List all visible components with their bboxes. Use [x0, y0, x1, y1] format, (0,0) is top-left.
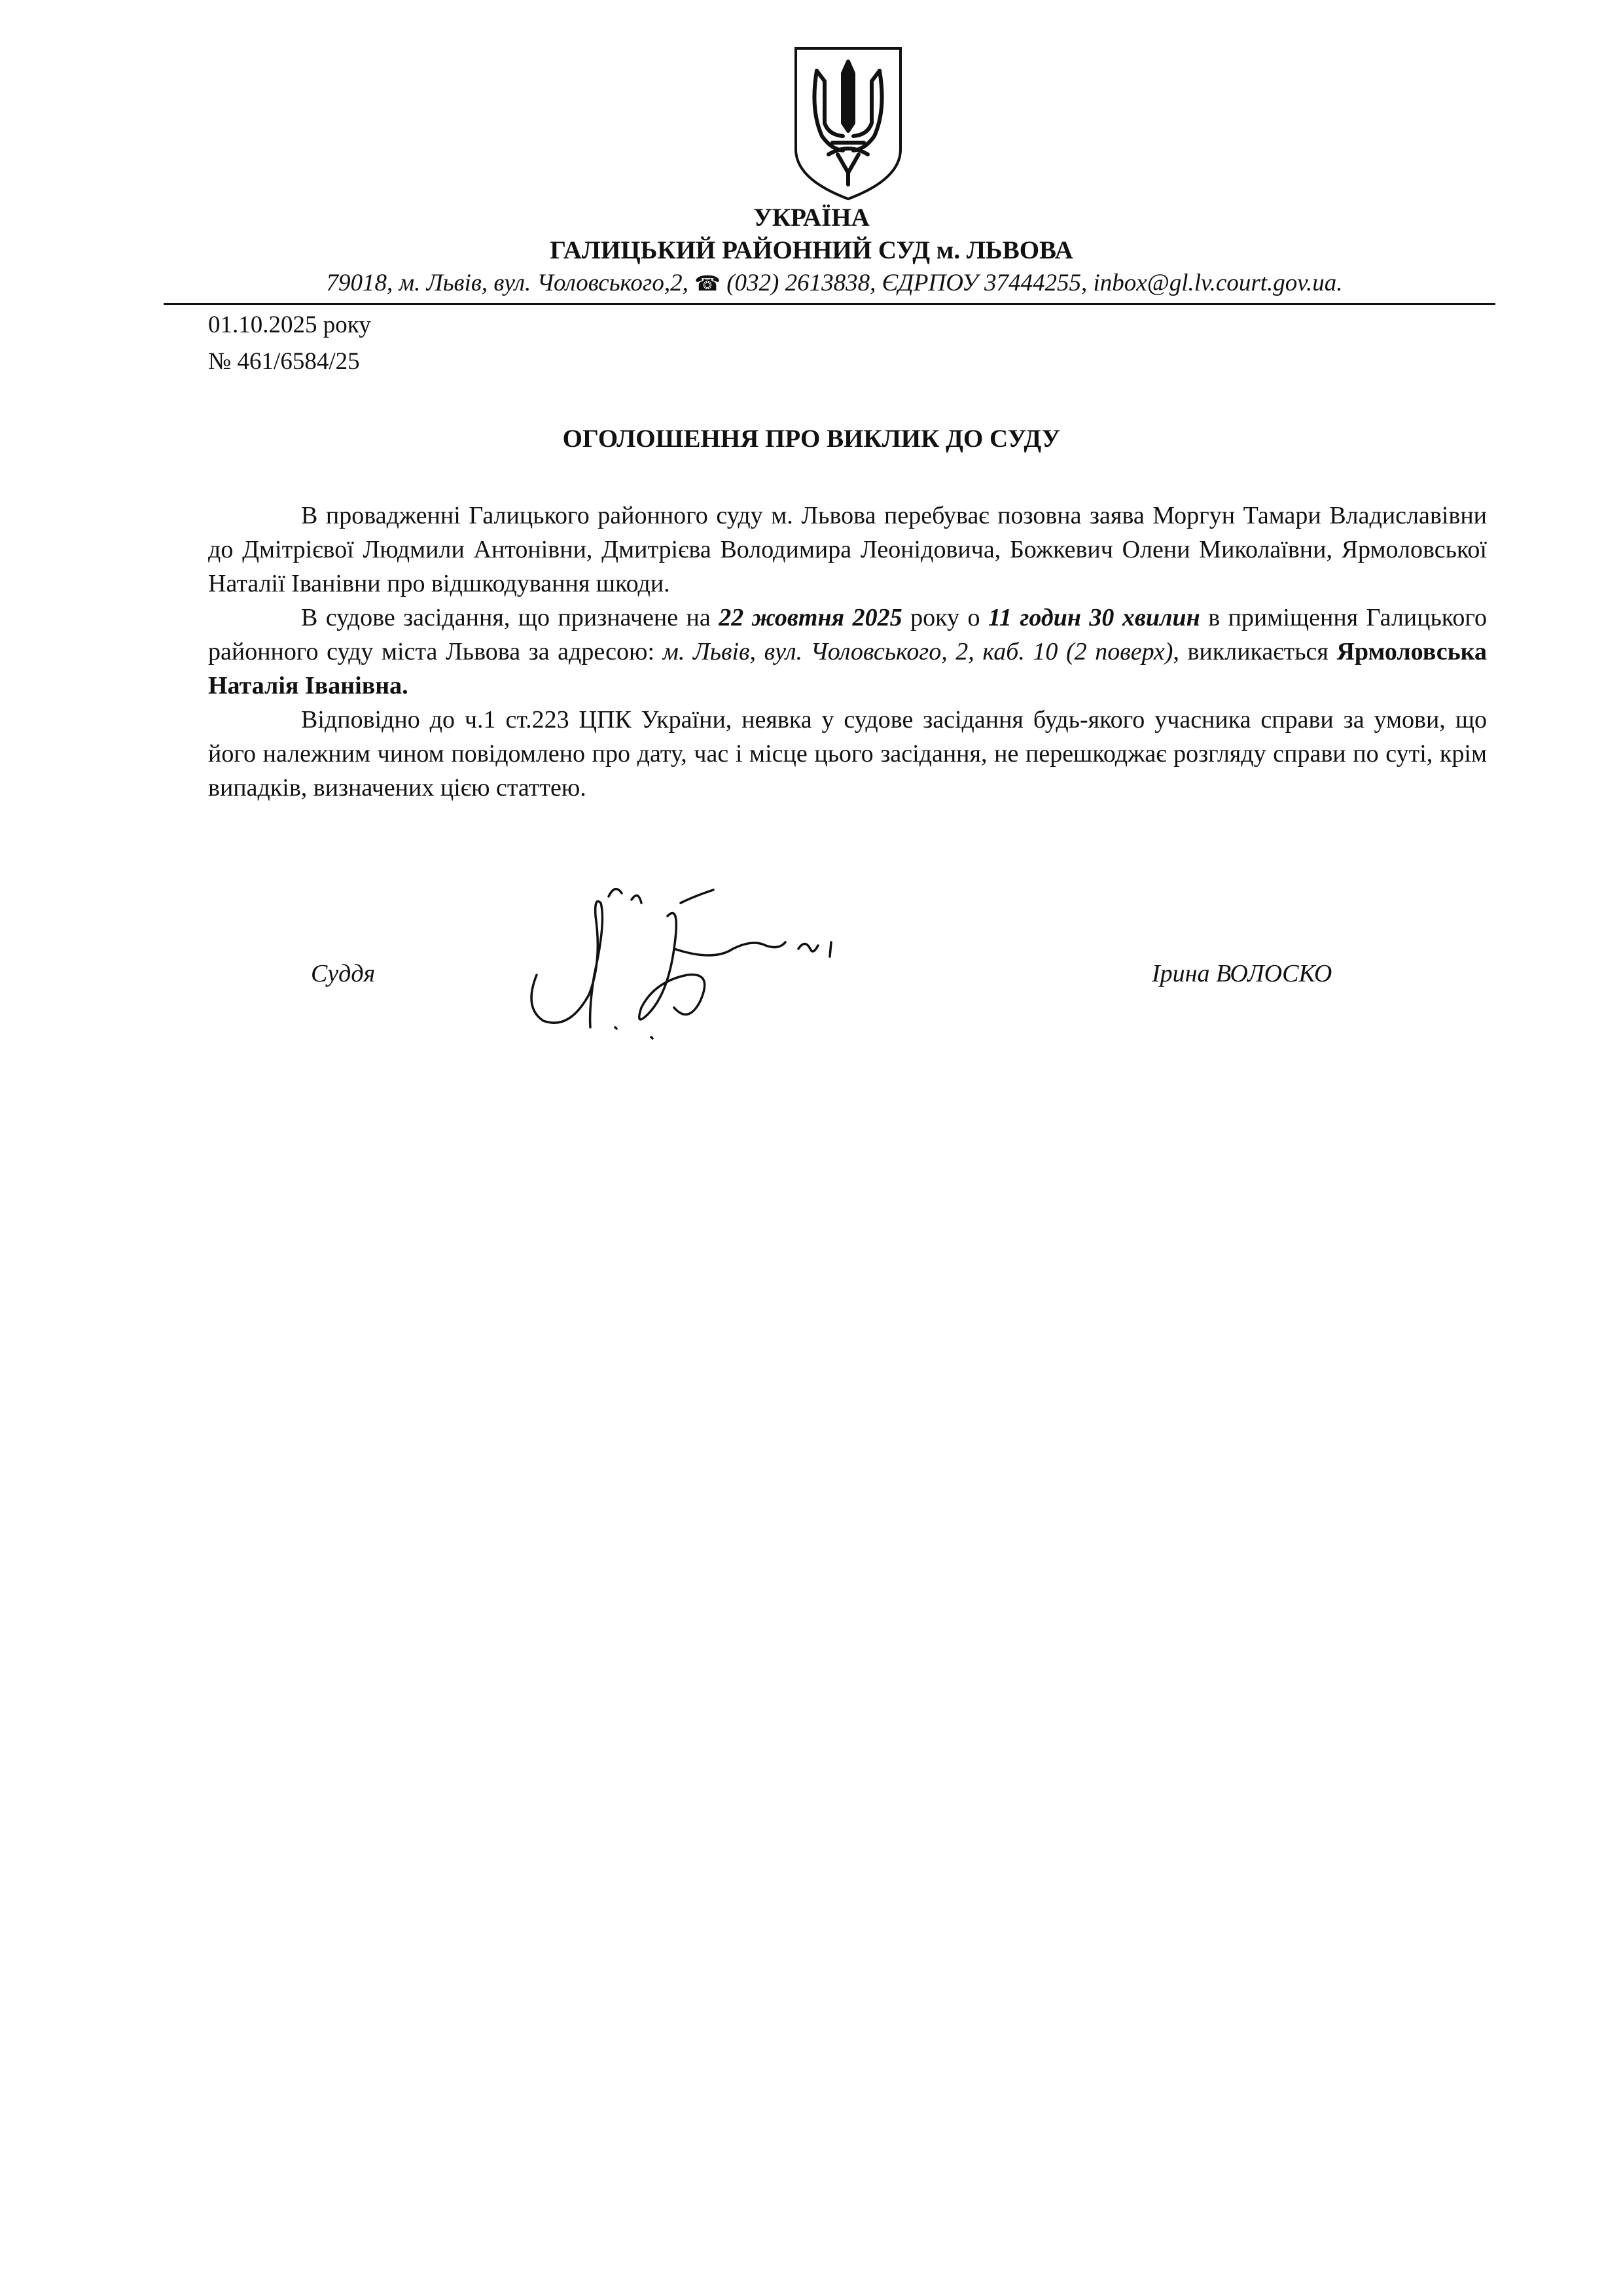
court-name-heading: ГАЛИЦЬКИЙ РАЙОННИЙ СУД м. ЛЬВОВА — [550, 236, 1073, 264]
paragraph-case-info: В провадженні Галицького районного суду м. Львова перебуває позовна заява Моргун Тамари Владиславівни до Дмітрієвої Людмили Антонівни, Дмитрієва Володимира Леонідовича, Божкевич Олени Миколаївни, Ярмоловської Наталії Іванівни про відшкодування шкоди. — [208, 502, 1487, 597]
address-text: 79018, м. Львів, вул. Чоловського,2, — [326, 270, 688, 296]
hearing-text-1: В судове засідання, що призначене на — [301, 604, 719, 631]
hearing-text-4: , викликається — [1173, 638, 1337, 665]
hearing-text-3: в приміщення Галицького районного суду міста Львова за адресою: — [208, 604, 1487, 665]
handwritten-signature — [517, 877, 883, 1040]
paragraph-hearing — [208, 601, 1487, 703]
summoned-person: Ярмоловська Наталія Іванівна. — [208, 638, 1487, 699]
signer-role: Суддя — [311, 960, 376, 987]
notice-body — [208, 499, 1487, 805]
court-address-line — [164, 268, 1505, 298]
hearing-address: м. Львів, вул. Чоловського, 2, каб. 10 (2 поверх) — [662, 638, 1173, 665]
signer-name: Ірина ВОЛОСКО — [1152, 960, 1332, 987]
header-divider — [164, 303, 1495, 305]
case-number: № 461/6584/25 — [208, 348, 360, 375]
telephone-icon: ☎ — [694, 272, 721, 295]
hearing-date: 22 жовтня 2025 — [719, 604, 902, 631]
country-heading: УКРАЇНА — [753, 203, 870, 232]
coat-of-arms-icon — [791, 44, 906, 202]
document-title: ОГОЛОШЕННЯ ПРО ВИКЛИК ДО СУДУ — [562, 425, 1061, 453]
contact-text: (032) 2613838, ЄДРПОУ 37444255, inbox@gl.lv.court.gov.ua. — [726, 270, 1343, 296]
hearing-text-2: року о — [902, 604, 988, 631]
document-date: 01.10.2025 року — [208, 311, 371, 338]
paragraph-legal-notice: Відповідно до ч.1 ст.223 ЦПК України, неявка у судове засідання будь-якого учасника справи за умови, що його належним чином повідомлено про дату, час і місце цього засідання, не перешкоджає розгляду справи по суті, крім випадків, визначених цією статтею. — [208, 706, 1487, 802]
hearing-time: 11 годин 30 хвилин — [988, 604, 1200, 631]
